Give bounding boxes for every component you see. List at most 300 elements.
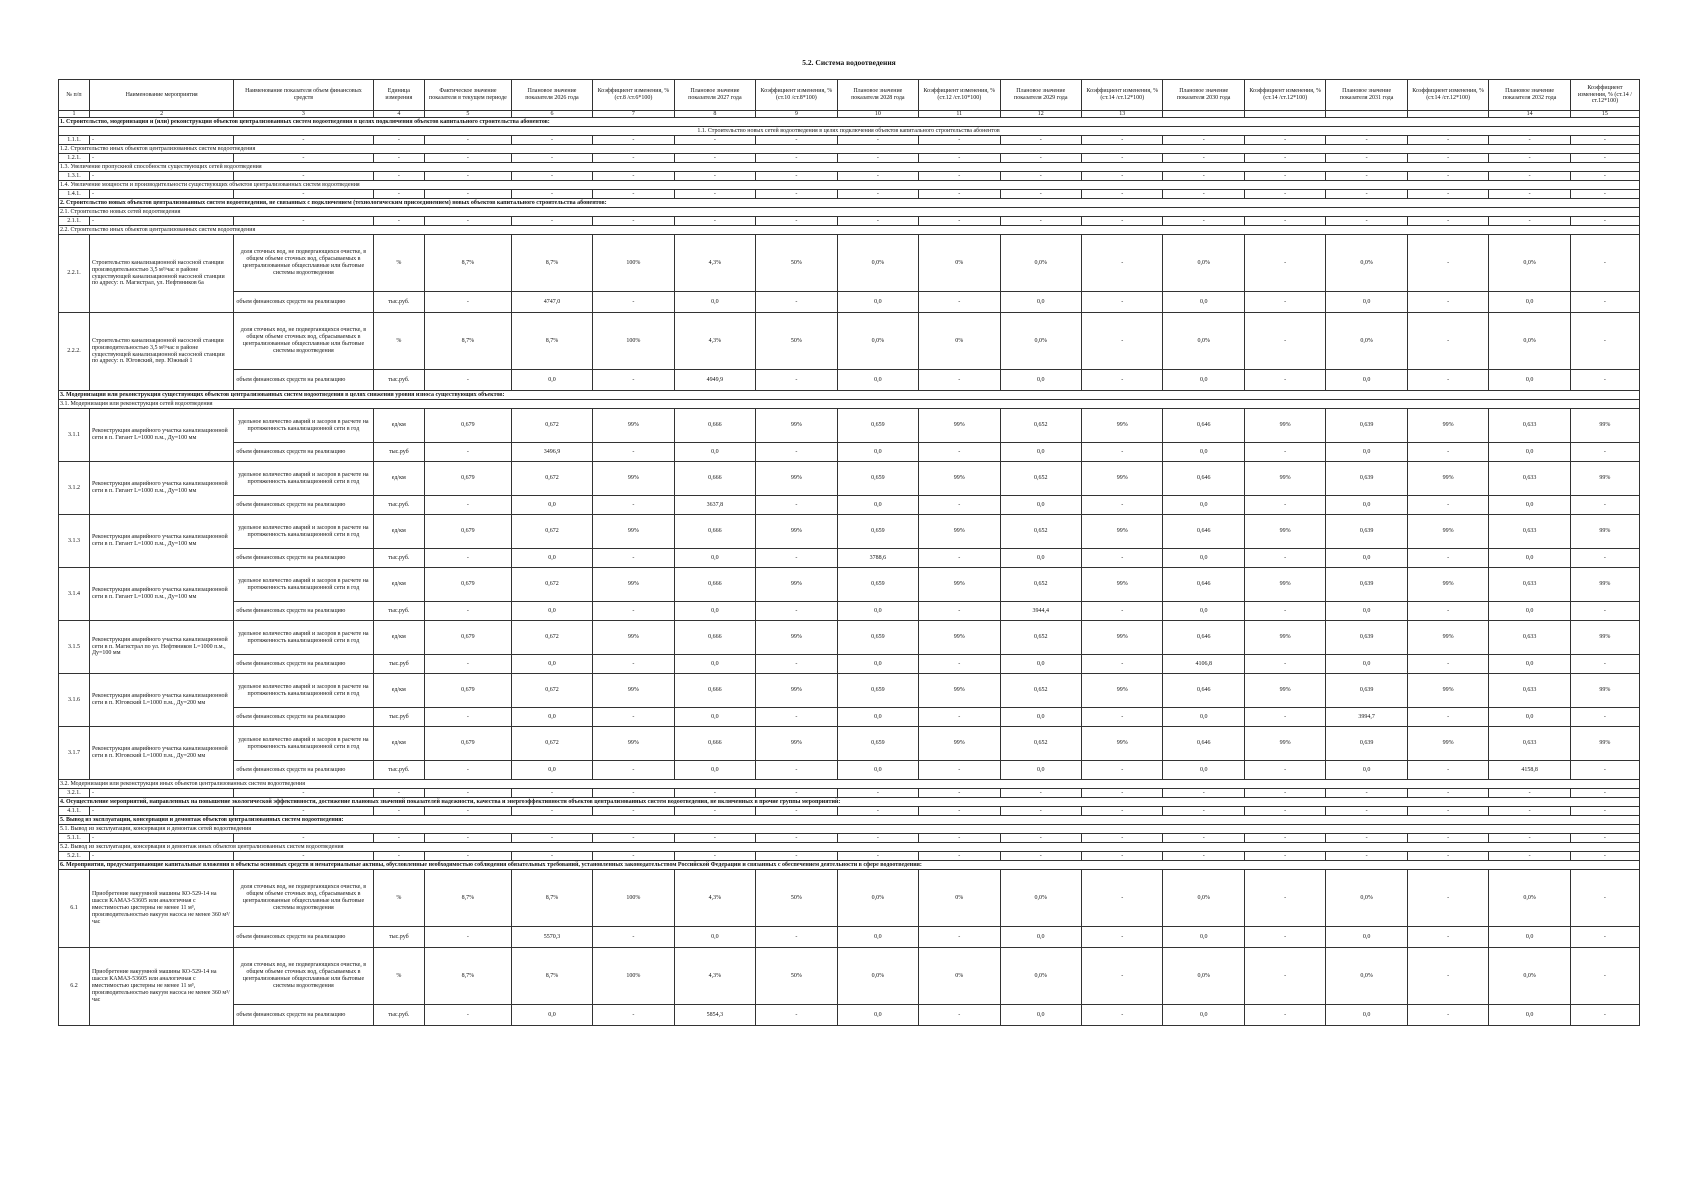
value-cell: - — [674, 217, 755, 226]
value-cell: - — [1570, 370, 1639, 391]
value-cell: - — [425, 217, 512, 226]
value-cell: 0,0 — [1326, 602, 1407, 621]
value-cell: - — [593, 217, 674, 226]
value-cell: 0,0% — [1163, 235, 1244, 292]
indicator-name: удельное количество аварий и засоров в расчете на протяженность канализационной сети в год — [234, 515, 373, 549]
value-cell: 0,652 — [1000, 674, 1081, 708]
unit-cell: ед/км — [373, 674, 425, 708]
project-finance-row — [59, 602, 1640, 621]
value-cell: - — [593, 807, 674, 816]
section-row — [59, 118, 1640, 127]
indicator-name: объем финансовых средств на реализацию — [234, 927, 373, 948]
value-cell: 0,666 — [674, 515, 755, 549]
value-cell: - — [1244, 761, 1325, 780]
value-cell: 0,0 — [837, 655, 918, 674]
value-cell: - — [425, 927, 512, 948]
unit-cell: % — [373, 948, 425, 1005]
header-cell: Коэффициент изменения, % (ст.14 /ст.12*100) — [1407, 80, 1488, 111]
value-cell: 3496,9 — [511, 443, 592, 462]
value-cell: - — [373, 136, 425, 145]
value-cell: - — [919, 496, 1000, 515]
value-cell: - — [593, 443, 674, 462]
value-cell: - — [1163, 172, 1244, 181]
value-cell: 100% — [593, 235, 674, 292]
value-cell: 0,0 — [1489, 443, 1570, 462]
value-cell: 0,0% — [837, 313, 918, 370]
value-cell: 0,646 — [1163, 568, 1244, 602]
value-cell: 0% — [919, 870, 1000, 927]
value-cell: 0,0 — [837, 761, 918, 780]
project-indicator-row — [59, 235, 1640, 292]
value-cell: - — [593, 370, 674, 391]
header-cell: Коэффициент изменения, % (ст.8 /ст.6*100) — [593, 80, 674, 111]
value-cell: 0,0 — [674, 292, 755, 313]
value-cell: 99% — [1570, 515, 1639, 549]
value-cell: 0,633 — [1489, 515, 1570, 549]
value-cell: - — [837, 217, 918, 226]
value-cell: - — [425, 496, 512, 515]
value-cell: - — [919, 549, 1000, 568]
column-number — [1244, 111, 1325, 118]
column-number: 6 — [511, 111, 592, 118]
value-cell: 0% — [919, 313, 1000, 370]
value-cell: 100% — [593, 948, 674, 1005]
value-cell: - — [1489, 154, 1570, 163]
value-cell: - — [1082, 496, 1163, 515]
value-cell: - — [1244, 172, 1325, 181]
value-cell: 0,0% — [837, 235, 918, 292]
subsection-row — [59, 145, 1640, 154]
value-cell: 0,0 — [511, 655, 592, 674]
value-cell: - — [756, 292, 837, 313]
value-cell: - — [1407, 948, 1488, 1005]
value-cell: - — [511, 789, 592, 798]
value-cell: - — [1163, 154, 1244, 163]
value-cell: 0,659 — [837, 409, 918, 443]
value-cell: - — [593, 292, 674, 313]
value-cell: 0,0 — [511, 496, 592, 515]
value-cell: 99% — [756, 568, 837, 602]
indicator-name: объем финансовых средств на реализацию — [234, 292, 373, 313]
value-cell: - — [1244, 708, 1325, 727]
value-cell: 0,0% — [1163, 870, 1244, 927]
item-number: 2.2.1. — [59, 235, 90, 313]
value-cell: - — [1570, 1005, 1639, 1026]
indicator-name: удельное количество аварий и засоров в расчете на протяженность канализационной сети в год — [234, 462, 373, 496]
value-cell: 4,3% — [674, 948, 755, 1005]
value-cell: 99% — [919, 568, 1000, 602]
value-cell: - — [919, 761, 1000, 780]
item-name: Строительство канализационной насосной станции производительностью 3,5 м³/час в районе существующей канализационной насосной станции по адресу: п. Магистрал, ул. Нефтяников 6а — [89, 235, 233, 313]
value-cell: - — [1082, 370, 1163, 391]
value-cell: 0,0% — [1489, 313, 1570, 370]
column-number-row — [59, 111, 1640, 118]
value-cell: - — [1407, 852, 1488, 861]
value-cell: - — [1326, 217, 1407, 226]
item-number: 1.3.1. — [59, 172, 90, 181]
value-cell: 0,639 — [1326, 568, 1407, 602]
value-cell: 0% — [919, 948, 1000, 1005]
value-cell: - — [674, 154, 755, 163]
value-cell: - — [1489, 172, 1570, 181]
value-cell: - — [1326, 807, 1407, 816]
value-cell: - — [1244, 1005, 1325, 1026]
item-name: Приобретение вакуумной машины КО-529-14 на шасси КАМАЗ-53605 или аналогичная с вместимостью цистерны не менее 11 м³, производительностью вакуум насоса не менее 360 м³/час — [89, 870, 233, 948]
unit-cell: тыс.руб. — [373, 1005, 425, 1026]
value-cell: 99% — [1082, 621, 1163, 655]
value-cell: 8,7% — [511, 235, 592, 292]
value-cell: - — [756, 190, 837, 199]
value-cell: 8,7% — [511, 870, 592, 927]
value-cell: - — [1570, 807, 1639, 816]
value-cell: - — [373, 217, 425, 226]
unit-cell: тыс.руб. — [373, 549, 425, 568]
value-cell: 5854,3 — [674, 1005, 755, 1026]
value-cell: - — [1570, 313, 1639, 370]
value-cell: 99% — [756, 621, 837, 655]
value-cell: 0,0 — [511, 761, 592, 780]
value-cell: - — [373, 789, 425, 798]
value-cell: 0,0% — [1000, 235, 1081, 292]
value-cell: 100% — [593, 870, 674, 927]
value-cell: - — [1570, 217, 1639, 226]
header-cell: Фактическое значение показателя в текущем периоде — [425, 80, 512, 111]
value-cell: 0,646 — [1163, 462, 1244, 496]
indicator-name: доля сточных вод, не подвергающихся очистке, в общем объеме сточных вод, сбрасываемых в централизованные общесплавные или бытовые системы водоотведения — [234, 235, 373, 292]
value-cell: - — [1570, 834, 1639, 843]
value-cell: - — [1000, 154, 1081, 163]
value-cell: - — [511, 852, 592, 861]
project-indicator-row — [59, 568, 1640, 602]
unit-cell: тыс.руб. — [373, 292, 425, 313]
value-cell: - — [1000, 217, 1081, 226]
value-cell: 99% — [1082, 568, 1163, 602]
project-indicator-row — [59, 674, 1640, 708]
column-number: 14 — [1489, 111, 1570, 118]
value-cell: 99% — [1407, 674, 1488, 708]
value-cell: - — [756, 852, 837, 861]
value-cell: 99% — [1570, 674, 1639, 708]
value-cell: 0,0 — [1326, 292, 1407, 313]
value-cell: - — [1082, 217, 1163, 226]
value-cell: - — [1489, 807, 1570, 816]
project-finance-row — [59, 549, 1640, 568]
value-cell: - — [593, 190, 674, 199]
value-cell: - — [1082, 870, 1163, 927]
value-cell: - — [1244, 235, 1325, 292]
value-cell: - — [919, 852, 1000, 861]
value-cell: 0,679 — [425, 462, 512, 496]
value-cell: 3637,8 — [674, 496, 755, 515]
value-cell: 0,0 — [837, 602, 918, 621]
value-cell: 0,633 — [1489, 409, 1570, 443]
unit-cell: ед/км — [373, 515, 425, 549]
value-cell: 8,7% — [425, 870, 512, 927]
value-cell: - — [1489, 136, 1570, 145]
value-cell: - — [1407, 761, 1488, 780]
value-cell: - — [1570, 235, 1639, 292]
document-title: 5.2. Система водоотведения — [802, 58, 896, 67]
value-cell: 99% — [1244, 462, 1325, 496]
unit-cell: ед/км — [373, 727, 425, 761]
value-cell: - — [756, 602, 837, 621]
value-cell: - — [1407, 136, 1488, 145]
value-cell: 99% — [1407, 621, 1488, 655]
item-number: 1.2.1. — [59, 154, 90, 163]
item-name: Реконструкция аварийного участка канализационной сети в п. Юговский L=1000 п.м., Ду=200 мм — [89, 674, 233, 727]
value-cell: - — [1163, 834, 1244, 843]
value-cell: - — [919, 1005, 1000, 1026]
value-cell: 0,0% — [1326, 235, 1407, 292]
value-cell: 0,652 — [1000, 621, 1081, 655]
value-cell: 0,0 — [1489, 655, 1570, 674]
value-cell: 99% — [593, 409, 674, 443]
value-cell: - — [425, 655, 512, 674]
value-cell: 0,0 — [1000, 496, 1081, 515]
value-cell: - — [1082, 927, 1163, 948]
value-cell: 0,0 — [1489, 1005, 1570, 1026]
value-cell: 0,659 — [837, 462, 918, 496]
value-cell: - — [1244, 927, 1325, 948]
header-cell: Плановое значение показателя 2029 года — [1000, 80, 1081, 111]
project-indicator-row — [59, 621, 1640, 655]
value-cell: 0,0 — [1326, 549, 1407, 568]
column-number: 12 — [1000, 111, 1081, 118]
section-row — [59, 798, 1640, 807]
empty-item-row — [59, 834, 1640, 843]
value-cell: - — [1163, 190, 1244, 199]
value-cell: 99% — [1407, 462, 1488, 496]
value-cell: - — [425, 172, 512, 181]
value-cell: 8,7% — [425, 313, 512, 370]
value-cell: 5570,3 — [511, 927, 592, 948]
indicator-name: доля сточных вод, не подвергающихся очистке, в общем объеме сточных вод, сбрасываемых в централизованные общесплавные или бытовые системы водоотведения — [234, 313, 373, 370]
value-cell: - — [593, 789, 674, 798]
value-cell: - — [674, 136, 755, 145]
subsection-title: 2.2. Строительство иных объектов централизованных систем водоотведения — [59, 226, 1640, 235]
value-cell: 99% — [593, 515, 674, 549]
value-cell: - — [1082, 708, 1163, 727]
value-cell: 4158,8 — [1489, 761, 1570, 780]
value-cell: - — [1244, 154, 1325, 163]
value-cell: 0,679 — [425, 515, 512, 549]
value-cell: 99% — [1570, 568, 1639, 602]
value-cell: - — [593, 602, 674, 621]
column-number: 1 — [59, 111, 90, 118]
value-cell: - — [1000, 190, 1081, 199]
item-number: 3.1.7 — [59, 727, 90, 780]
item-number: 3.1.1 — [59, 409, 90, 462]
column-number: 4 — [373, 111, 425, 118]
value-cell: - — [425, 852, 512, 861]
value-cell: - — [1244, 443, 1325, 462]
project-finance-row — [59, 761, 1640, 780]
value-cell: - — [1407, 235, 1488, 292]
value-cell: - — [373, 172, 425, 181]
value-cell: 0,659 — [837, 568, 918, 602]
item-name: Реконструкция аварийного участка канализационной сети в п. Магистрал по ул. Нефтяников L=1000 п.м., Ду=100 мм — [89, 621, 233, 674]
column-number: 8 — [674, 111, 755, 118]
value-cell: 0,0 — [1000, 443, 1081, 462]
value-cell: - — [1082, 948, 1163, 1005]
value-cell: - — [1570, 948, 1639, 1005]
value-cell: - — [1570, 172, 1639, 181]
value-cell: 0,0 — [1000, 549, 1081, 568]
section-row — [59, 391, 1640, 400]
project-indicator-row — [59, 948, 1640, 1005]
value-cell: - — [425, 136, 512, 145]
value-cell: - — [1000, 136, 1081, 145]
value-cell: - — [1407, 190, 1488, 199]
item-name: Реконструкция аварийного участка канализационной сети в п. Гигант L=1000 п.м., Ду=100 мм — [89, 515, 233, 568]
value-cell: 0,0 — [837, 708, 918, 727]
value-cell: - — [756, 443, 837, 462]
column-number: 13 — [1082, 111, 1163, 118]
value-cell: 99% — [593, 674, 674, 708]
value-cell: - — [425, 549, 512, 568]
section-title: 2. Строительство новых объектов централизованных систем водоотведения, не связанных с подключением (технологическим присоединением) новых объектов капитального строительства абонентов: — [59, 199, 1640, 208]
unit-cell: тыс.руб — [373, 927, 425, 948]
value-cell: - — [1082, 235, 1163, 292]
value-cell: 0,646 — [1163, 674, 1244, 708]
value-cell: 99% — [1244, 674, 1325, 708]
value-cell: - — [1570, 927, 1639, 948]
value-cell: 4,3% — [674, 870, 755, 927]
value-cell: 0,0 — [1326, 1005, 1407, 1026]
value-cell: 99% — [1082, 462, 1163, 496]
value-cell: 0,0 — [1163, 443, 1244, 462]
unit-cell: тыс.руб. — [373, 496, 425, 515]
section-row — [59, 816, 1640, 825]
value-cell: - — [425, 761, 512, 780]
subsection-row — [59, 127, 1640, 136]
item-number: 5.1.1. — [59, 834, 90, 843]
value-cell: - — [1407, 602, 1488, 621]
value-cell: - — [1326, 834, 1407, 843]
value-cell: - — [1326, 852, 1407, 861]
value-cell: - — [1244, 190, 1325, 199]
column-number: 3 — [234, 111, 373, 118]
project-finance-row — [59, 292, 1640, 313]
subsection-title: 3.1. Модернизация или реконструкция сетей водоотведения — [59, 400, 1640, 409]
value-cell: - — [919, 370, 1000, 391]
value-cell: 0,646 — [1163, 515, 1244, 549]
value-cell: - — [425, 154, 512, 163]
value-cell: 99% — [1244, 727, 1325, 761]
unit-cell: % — [373, 235, 425, 292]
value-cell: 99% — [1570, 621, 1639, 655]
column-number: 10 — [837, 111, 918, 118]
value-cell: 0,646 — [1163, 727, 1244, 761]
value-cell: 99% — [593, 621, 674, 655]
value-cell: - — [1000, 807, 1081, 816]
value-cell: 0,0 — [674, 927, 755, 948]
value-cell: - — [756, 708, 837, 727]
value-cell: - — [919, 217, 1000, 226]
item-number: 3.1.3 — [59, 515, 90, 568]
column-number: 11 — [919, 111, 1000, 118]
value-cell: - — [1082, 549, 1163, 568]
item-number: 2.1.1. — [59, 217, 90, 226]
value-cell: - — [1244, 370, 1325, 391]
value-cell: 0,0 — [1326, 927, 1407, 948]
column-number: 15 — [1570, 111, 1639, 118]
value-cell: 0,0 — [674, 549, 755, 568]
unit-cell: тыс.руб. — [373, 761, 425, 780]
value-cell: - — [1570, 602, 1639, 621]
subsection-row — [59, 208, 1640, 217]
subsection-row — [59, 400, 1640, 409]
value-cell: 0,0% — [1000, 948, 1081, 1005]
value-cell: - — [234, 172, 373, 181]
value-cell: - — [919, 172, 1000, 181]
value-cell: - — [1407, 443, 1488, 462]
value-cell: 0,672 — [511, 568, 592, 602]
value-cell: - — [1407, 1005, 1488, 1026]
item-number: 3.1.6 — [59, 674, 90, 727]
value-cell: - — [425, 443, 512, 462]
column-number: 5 — [425, 111, 512, 118]
value-cell: - — [837, 172, 918, 181]
value-cell: - — [1326, 789, 1407, 798]
value-cell: 99% — [919, 727, 1000, 761]
value-cell: - — [425, 190, 512, 199]
value-cell: - — [1244, 136, 1325, 145]
value-cell: 0,0 — [1163, 927, 1244, 948]
value-cell: - — [373, 834, 425, 843]
value-cell: - — [1000, 172, 1081, 181]
value-cell: 99% — [919, 674, 1000, 708]
value-cell: - — [1082, 1005, 1163, 1026]
indicator-name: объем финансовых средств на реализацию — [234, 602, 373, 621]
item-number: 3.1.5 — [59, 621, 90, 674]
value-cell: 0,672 — [511, 621, 592, 655]
value-cell: 0,0 — [1326, 443, 1407, 462]
value-cell: - — [1570, 708, 1639, 727]
value-cell: 99% — [593, 727, 674, 761]
section-title: 3. Модернизация или реконструкция существующих объектов централизованных систем водоотведения в целях снижения уровня износа существующих объектов: — [59, 391, 1640, 400]
column-number: 2 — [89, 111, 233, 118]
indicator-name: удельное количество аварий и засоров в расчете на протяженность канализационной сети в год — [234, 621, 373, 655]
value-cell: - — [234, 852, 373, 861]
value-cell: - — [1570, 190, 1639, 199]
value-cell: - — [1407, 370, 1488, 391]
value-cell: - — [1244, 655, 1325, 674]
header-cell: Плановое значение показателя 2026 года — [511, 80, 592, 111]
item-number: 3.1.4 — [59, 568, 90, 621]
value-cell: - — [373, 190, 425, 199]
value-cell: - — [234, 807, 373, 816]
value-cell: 99% — [1082, 409, 1163, 443]
header-cell: Плановое значение показателя 2027 года — [674, 80, 755, 111]
value-cell: 0,639 — [1326, 462, 1407, 496]
value-cell: - — [1082, 655, 1163, 674]
value-cell: 50% — [756, 313, 837, 370]
value-cell: - — [234, 789, 373, 798]
value-cell: 0,633 — [1489, 674, 1570, 708]
subsection-title: 2.1. Строительство новых сетей водоотведения — [59, 208, 1640, 217]
value-cell: 0,0 — [1489, 292, 1570, 313]
value-cell: 0,672 — [511, 409, 592, 443]
value-cell: - — [234, 154, 373, 163]
value-cell: 0,0 — [1163, 708, 1244, 727]
value-cell: 0,0 — [837, 927, 918, 948]
value-cell: 0,666 — [674, 727, 755, 761]
value-cell: - — [756, 807, 837, 816]
value-cell: - — [1163, 789, 1244, 798]
value-cell: - — [593, 761, 674, 780]
value-cell: - — [756, 549, 837, 568]
